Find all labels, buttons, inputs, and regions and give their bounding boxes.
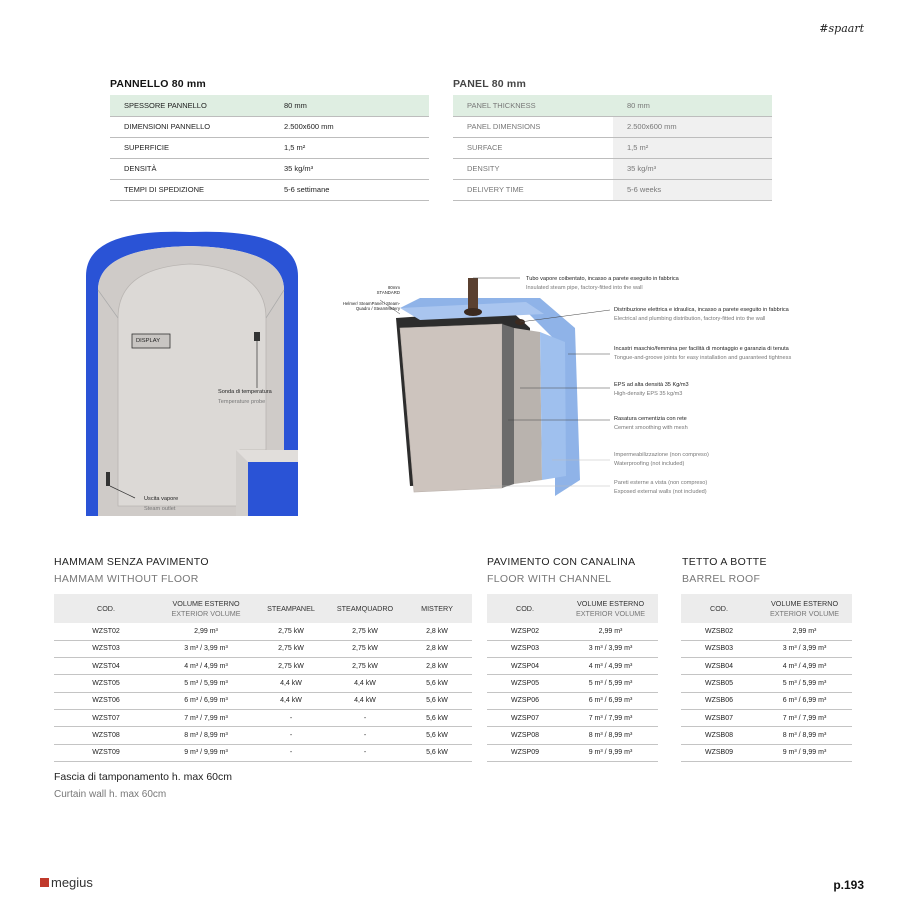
table-cell: WZST04 (54, 658, 158, 675)
table-cell: 2,8 kW (402, 640, 472, 657)
table-cell: 3 m³ / 3,99 m³ (158, 640, 254, 657)
table-row (681, 709, 852, 726)
table-cell: WZSP08 (487, 727, 563, 744)
table-cell: 9 m³ / 9,99 m³ (563, 744, 658, 761)
col-volume (563, 594, 658, 623)
probe-label-en: Temperature probe (218, 399, 266, 405)
floor-title: PAVIMENTO CON CANALINA (487, 556, 636, 568)
table-row (487, 623, 658, 640)
table-row (487, 675, 658, 692)
spec-label: DIMENSIONI PANNELLO (110, 116, 270, 137)
table-cell: WZSP02 (487, 623, 563, 640)
outlet-label-en: Steam outlet (144, 506, 176, 512)
spec-label: DELIVERY TIME (453, 179, 613, 200)
table-cell: 6 m³ / 6,99 m³ (757, 692, 852, 709)
spec-value: 1,5 m² (613, 137, 772, 158)
curtain-wall-note-it: Fascia di tamponamento h. max 60cm (54, 771, 232, 783)
table-cell: - (328, 727, 402, 744)
table-cell: 2,75 kW (328, 640, 402, 657)
table-cell: WZSP05 (487, 675, 563, 692)
table-cell: 3 m³ / 3,99 m³ (757, 640, 852, 657)
outlet-label-it: Uscita vapore (144, 496, 179, 502)
callout-external-walls (614, 480, 707, 495)
callout-waterproofing (614, 452, 709, 467)
table-cell: 2,75 kW (254, 640, 328, 657)
table-cell: 5,6 kW (402, 744, 472, 761)
blue-side (540, 332, 566, 480)
table-cell: 4,4 kW (254, 692, 328, 709)
spec-row (453, 179, 772, 200)
table-row (681, 640, 852, 657)
spec-value: 5-6 settimane (270, 179, 429, 200)
col-volume-en: EXTERIOR VOLUME (575, 608, 646, 618)
table-row (487, 727, 658, 744)
table-row (487, 709, 658, 726)
callout-it: Distribuzione elettrica e idraulica, incasso a parete eseguito in fabbrica (614, 307, 789, 313)
panel-spec-title-it: PANNELLO 80 mm (110, 78, 206, 90)
table-cell: WZST08 (54, 727, 158, 744)
table-cell: - (254, 709, 328, 726)
table-cell: WZSB09 (681, 744, 757, 761)
table-cell: - (254, 727, 328, 744)
roof-table (681, 594, 852, 762)
floor-subtitle: FLOOR WITH CHANNEL (487, 573, 612, 585)
col-volume-it: VOLUME ESTERNO (770, 598, 839, 608)
roof-title: TETTO A BOTTE (682, 556, 767, 568)
table-cell: 2,99 m³ (757, 623, 852, 640)
spec-value: 80 mm (613, 95, 772, 116)
table-cell: 2,75 kW (328, 623, 402, 640)
table-row (54, 623, 472, 640)
spec-value: 2.500x600 mm (270, 116, 429, 137)
col-volume-en: EXTERIOR VOLUME (171, 608, 241, 618)
table-row (54, 727, 472, 744)
outlet-callout (144, 496, 178, 512)
spec-value: 35 kg/m³ (270, 158, 429, 179)
table-cell: WZSB08 (681, 727, 757, 744)
spec-value: 2.500x600 mm (613, 116, 772, 137)
table-row (681, 692, 852, 709)
spec-row (110, 179, 429, 200)
callout-it: Rasatura cementizia con rete (614, 416, 687, 422)
spec-row (110, 116, 429, 137)
col-steamquadro: STEAMQUADRO (328, 594, 402, 623)
col-code: COD. (54, 594, 158, 623)
table-cell: WZSB07 (681, 709, 757, 726)
table-row (54, 675, 472, 692)
curtain-wall-note-en: Curtain wall h. max 60cm (54, 789, 167, 800)
callout-en: Exposed external walls (not included) (614, 489, 707, 495)
table-cell: WZSB06 (681, 692, 757, 709)
table-cell: 5,6 kW (402, 727, 472, 744)
table-row (487, 640, 658, 657)
callout-en: Insulated steam pipe, factory-fitted into the wall (526, 285, 643, 291)
probe-callout (218, 389, 272, 405)
spec-label: TEMPI DI SPEDIZIONE (110, 179, 270, 200)
table-cell: 7 m³ / 7,99 m³ (158, 709, 254, 726)
table-cell: WZST02 (54, 623, 158, 640)
table-cell: 9 m³ / 9,99 m³ (757, 744, 852, 761)
temperature-probe (254, 332, 260, 341)
table-cell: - (328, 709, 402, 726)
table-cell: WZSB02 (681, 623, 757, 640)
spec-label: SUPERFICIE (110, 137, 270, 158)
col-code: COD. (681, 594, 757, 623)
spec-label: PANEL THICKNESS (453, 95, 613, 116)
brand-tag: #spaart (819, 22, 864, 35)
display-label: DISPLAY (136, 338, 161, 344)
callout-it: EPS ad alta densità 35 Kg/m3 (614, 382, 689, 388)
spec-row (453, 95, 772, 116)
table-cell: 4 m³ / 4,99 m³ (563, 658, 658, 675)
table-cell: 5,6 kW (402, 675, 472, 692)
logo-text: megius (51, 875, 93, 890)
table-row (681, 727, 852, 744)
panel-front-face (400, 324, 502, 492)
table-cell: WZSP06 (487, 692, 563, 709)
table-cell: WZSB03 (681, 640, 757, 657)
table-row (54, 744, 472, 761)
table-cell: 4 m³ / 4,99 m³ (158, 658, 254, 675)
panel-spec-table-it (110, 95, 429, 201)
table-row (487, 658, 658, 675)
callout-it: Tubo vapore coibentato, incasso a parete eseguito in fabbrica (526, 276, 679, 282)
table-cell: WZSP04 (487, 658, 563, 675)
table-cell: 2,75 kW (254, 623, 328, 640)
callout-eps (614, 382, 689, 397)
callout-steam-pipe (526, 276, 679, 291)
col-volume (757, 594, 852, 623)
table-cell: 2,75 kW (328, 658, 402, 675)
table-cell: 7 m³ / 7,99 m³ (757, 709, 852, 726)
callout-en: Tongue-and-groove joints for easy installation and guaranteed tightness (614, 355, 792, 361)
table-cell: 9 m³ / 9,99 m³ (158, 744, 254, 761)
callout-it: Incastri maschio/femmina per facilità di montaggio e garanzia di tenuta (614, 346, 789, 352)
table-cell: - (328, 744, 402, 761)
logo-mark-icon (40, 878, 49, 887)
table-row (487, 744, 658, 761)
spec-value: 35 kg/m³ (613, 158, 772, 179)
spec-row (110, 137, 429, 158)
spec-row (453, 158, 772, 179)
table-cell: 2,99 m³ (563, 623, 658, 640)
table-row (681, 658, 852, 675)
table-cell: WZSP03 (487, 640, 563, 657)
table-row (487, 692, 658, 709)
callout-it: Impermeabilizzazione (non compreso) (614, 452, 709, 458)
spec-row (453, 116, 772, 137)
table-cell: 2,8 kW (402, 623, 472, 640)
spec-label: DENSITÀ (110, 158, 270, 179)
table-cell: 3 m³ / 3,99 m³ (563, 640, 658, 657)
spec-label: SURFACE (453, 137, 613, 158)
table-cell: WZST05 (54, 675, 158, 692)
floor-table (487, 594, 658, 762)
table-cell: 2,75 kW (254, 658, 328, 675)
table-cell: 4,4 kW (328, 675, 402, 692)
table-cell: 4,4 kW (254, 675, 328, 692)
steam-outlet (106, 472, 110, 486)
table-row (54, 709, 472, 726)
table-cell: WZST03 (54, 640, 158, 657)
spec-value: 5-6 weeks (613, 179, 772, 200)
table-cell: 5 m³ / 5,99 m³ (757, 675, 852, 692)
table-cell: WZSB05 (681, 675, 757, 692)
table-row (54, 692, 472, 709)
probe-label-it: Sonda di temperatura (218, 389, 272, 395)
col-code: COD. (487, 594, 563, 623)
eps-layer (514, 328, 542, 484)
table-cell: 8 m³ / 8,99 m³ (158, 727, 254, 744)
col-mistery: MISTERY (402, 594, 472, 623)
panel-spec-table-en (453, 95, 772, 201)
table-cell: 4 m³ / 4,99 m³ (757, 658, 852, 675)
spec-value: 80 mm (270, 95, 429, 116)
table-cell: WZST07 (54, 709, 158, 726)
panel-spec-title-en: PANEL 80 mm (453, 78, 527, 90)
mesh-layer (502, 324, 514, 488)
steam-pipe-base (464, 308, 482, 316)
callout-en: Electrical and plumbing distribution, factory-fitted into the wall (614, 316, 766, 322)
table-cell: WZSB04 (681, 658, 757, 675)
callout-it: Pareti esterne a vista (non compreso) (614, 480, 708, 486)
hammam-subtitle: HAMMAM WITHOUT FLOOR (54, 573, 199, 585)
table-cell: WZST09 (54, 744, 158, 761)
steam-pipe (468, 278, 478, 312)
table-cell: 5 m³ / 5,99 m³ (158, 675, 254, 692)
brand-logo (40, 875, 93, 890)
roof-subtitle: BARREL ROOF (682, 573, 761, 585)
col-steampanel: STEAMPANEL (254, 594, 328, 623)
hammam-table (54, 594, 472, 762)
table-row (681, 623, 852, 640)
spec-row (110, 158, 429, 179)
table-row (54, 658, 472, 675)
table-cell: 6 m³ / 6,99 m³ (563, 692, 658, 709)
table-cell: 4,4 kW (328, 692, 402, 709)
table-cell: WZST06 (54, 692, 158, 709)
table-cell: 2,99 m³ (158, 623, 254, 640)
table-cell: 7 m³ / 7,99 m³ (563, 709, 658, 726)
table-cell: WZSP09 (487, 744, 563, 761)
callout-joints (614, 346, 791, 361)
table-row (681, 675, 852, 692)
spec-label: SPESSORE PANNELLO (110, 95, 270, 116)
table-row (681, 744, 852, 761)
generator-label: Helmer/ SteamPanel / Steam-Quadro / SteamMistery (342, 301, 400, 311)
callout-en: High-density EPS 35 kg/m3 (614, 391, 683, 397)
table-cell: 8 m³ / 8,99 m³ (757, 727, 852, 744)
spec-label: PANEL DIMENSIONS (453, 116, 613, 137)
col-volume (158, 594, 254, 623)
bench-blue-face (248, 462, 298, 516)
spec-label: DENSITY (453, 158, 613, 179)
thickness-label: 80mm STANDARD (376, 285, 400, 295)
table-cell: 5 m³ / 5,99 m³ (563, 675, 658, 692)
table-cell: 5,6 kW (402, 709, 472, 726)
callout-cement (614, 416, 688, 431)
col-volume-en: EXTERIOR VOLUME (769, 608, 840, 618)
spec-row (453, 137, 772, 158)
callout-en: Cement smoothing with mesh (614, 425, 688, 431)
callout-distribution (614, 307, 789, 322)
hammam-cutaway-illustration (80, 228, 320, 523)
col-volume-it: VOLUME ESTERNO (576, 598, 645, 608)
table-cell: - (254, 744, 328, 761)
page-number: p.193 (833, 878, 864, 892)
table-cell: 8 m³ / 8,99 m³ (563, 727, 658, 744)
table-row (54, 640, 472, 657)
spec-row (110, 95, 429, 116)
spec-value: 1,5 m² (270, 137, 429, 158)
col-volume-it: VOLUME ESTERNO (172, 598, 240, 608)
table-cell: 5,6 kW (402, 692, 472, 709)
table-cell: 2,8 kW (402, 658, 472, 675)
hammam-title: HAMMAM SENZA PAVIMENTO (54, 556, 209, 568)
table-cell: 6 m³ / 6,99 m³ (158, 692, 254, 709)
table-cell: WZSP07 (487, 709, 563, 726)
callout-en: Waterproofing (not included) (614, 461, 685, 467)
